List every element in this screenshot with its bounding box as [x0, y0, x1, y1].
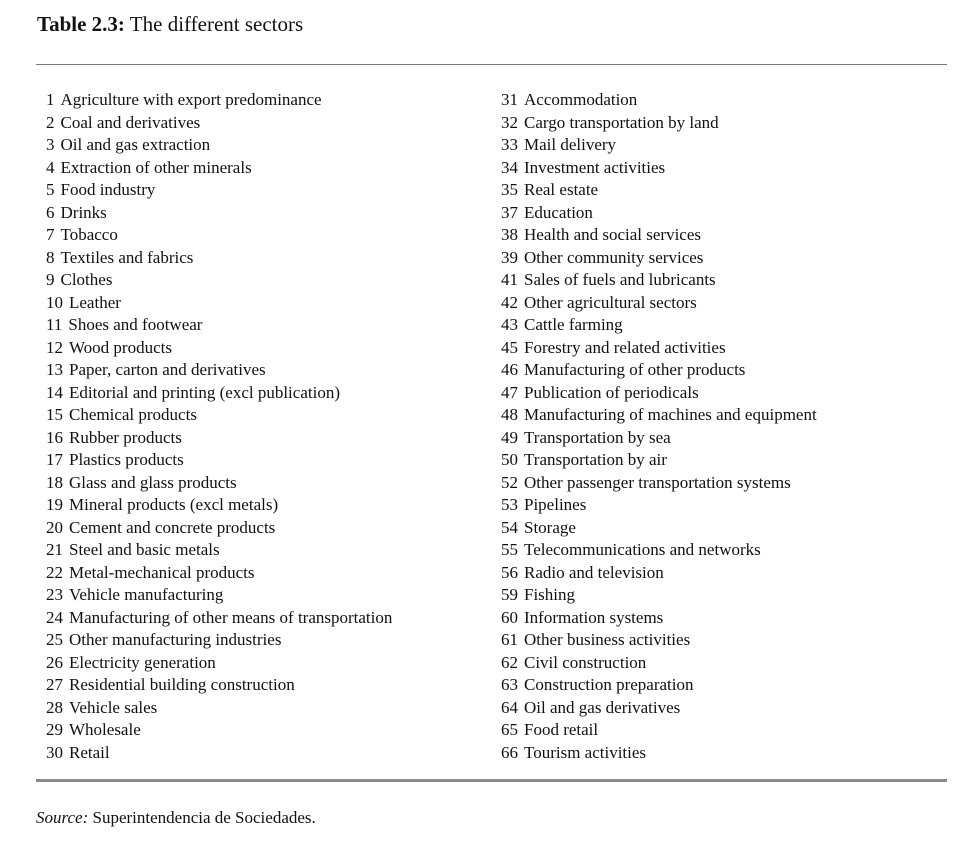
sector-number: 9: [46, 270, 55, 289]
sector-row: [501, 494, 817, 517]
sector-number: 38: [501, 225, 518, 244]
sector-name: Other passenger transportation systems: [524, 472, 791, 492]
sector-name: Publication of periodicals: [524, 382, 699, 402]
sector-row: [46, 359, 392, 382]
sector-name: Other agricultural sectors: [524, 292, 697, 312]
sector-name: Sales of fuels and lubricants: [524, 270, 716, 289]
sector-row: [501, 314, 817, 337]
sector-row: [501, 247, 817, 270]
sector-row: [501, 742, 817, 765]
sector-name: Leather: [69, 292, 121, 312]
sector-number: 48: [501, 405, 518, 424]
sector-number: 19: [46, 495, 63, 514]
sector-row: [501, 112, 817, 135]
sector-number: 53: [501, 495, 518, 514]
sector-row: [46, 382, 392, 405]
sector-row: [501, 584, 817, 607]
sector-number: 46: [501, 360, 518, 379]
sector-name: Tourism activities: [524, 742, 647, 762]
sector-name: Extraction of other minerals: [60, 157, 252, 177]
sector-name: Residential building construction: [69, 675, 295, 694]
sector-row: [501, 179, 817, 202]
sector-name: Coal and derivatives: [60, 112, 201, 132]
sector-number: 29: [46, 720, 63, 739]
sector-row: [46, 179, 392, 202]
top-rule: [36, 64, 947, 65]
bottom-rule: [36, 779, 947, 782]
sector-name: Vehicle sales: [69, 697, 158, 717]
sector-number: 45: [501, 337, 518, 357]
sector-name: Education: [524, 202, 593, 222]
sector-row: [46, 269, 392, 292]
sector-number: 41: [501, 270, 518, 289]
sector-row: [501, 719, 817, 742]
sector-name: Tobacco: [60, 225, 118, 244]
table-label: Table 2.3:: [37, 12, 125, 36]
sector-row: [46, 629, 392, 652]
sector-number: 65: [501, 720, 518, 739]
sector-name: Wood products: [69, 337, 172, 357]
sector-number: 56: [501, 562, 518, 582]
sector-row: [46, 472, 392, 495]
sector-row: [501, 517, 817, 540]
sector-name: Paper, carton and derivatives: [69, 360, 266, 379]
sector-row: [501, 607, 817, 630]
sector-number: 31: [501, 90, 518, 109]
sector-row: [46, 674, 392, 697]
sector-name: Vehicle manufacturing: [69, 585, 224, 604]
sector-row: [46, 449, 392, 472]
sector-row: [501, 539, 817, 562]
sector-number: 33: [501, 135, 518, 154]
sector-name: Agriculture with export predominance: [60, 90, 322, 109]
sector-name: Clothes: [60, 270, 113, 289]
sector-row: [46, 337, 392, 360]
sector-name: Mail delivery: [524, 135, 617, 154]
sector-number: 26: [46, 652, 63, 672]
sector-number: 17: [46, 450, 63, 469]
sector-row: [46, 562, 392, 585]
sector-name: Shoes and footwear: [68, 315, 203, 334]
sector-name: Real estate: [524, 180, 599, 199]
sector-name: Cattle farming: [524, 315, 623, 334]
sector-number: 47: [501, 382, 518, 402]
sector-number: 35: [501, 180, 518, 199]
sector-number: 12: [46, 337, 63, 357]
source-note: [36, 806, 316, 830]
sector-number: 8: [46, 247, 55, 267]
sector-name: Health and social services: [524, 225, 702, 244]
sector-number: 66: [501, 742, 518, 762]
sector-name: Other community services: [524, 247, 704, 267]
sector-row: [46, 742, 392, 765]
sector-name: Construction preparation: [524, 675, 694, 694]
sector-name: Drinks: [60, 202, 107, 222]
right-sector-column: [501, 89, 817, 764]
sector-number: 43: [501, 315, 518, 334]
source-text: Superintendencia de Sociedades.: [92, 808, 316, 827]
sector-row: [501, 652, 817, 675]
sector-row: [46, 719, 392, 742]
sector-row: [46, 607, 392, 630]
sector-number: 42: [501, 292, 518, 312]
sector-row: [46, 157, 392, 180]
sector-row: [46, 202, 392, 225]
sector-row: [46, 697, 392, 720]
sector-number: 63: [501, 675, 518, 694]
sector-row: [46, 134, 392, 157]
sector-name: Manufacturing of other means of transportation: [69, 607, 393, 627]
sector-name: Steel and basic metals: [69, 540, 220, 559]
sector-name: Retail: [69, 742, 110, 762]
sector-name: Wholesale: [69, 720, 141, 739]
sector-row: [501, 89, 817, 112]
sector-row: [46, 89, 392, 112]
sector-number: 27: [46, 675, 63, 694]
sector-number: 32: [501, 112, 518, 132]
sector-number: 3: [46, 135, 55, 154]
sector-number: 39: [501, 247, 518, 267]
sector-name: Radio and television: [524, 562, 664, 582]
sector-name: Metal-mechanical products: [69, 562, 255, 582]
sector-row: [501, 449, 817, 472]
sector-number: 30: [46, 742, 63, 762]
sector-name: Oil and gas extraction: [60, 135, 211, 154]
sector-number: 24: [46, 607, 63, 627]
sector-number: 25: [46, 630, 63, 649]
sector-row: [46, 224, 392, 247]
sector-number: 13: [46, 360, 63, 379]
sector-name: Electricity generation: [69, 652, 216, 672]
sector-name: Other business activities: [524, 630, 691, 649]
sector-number: 50: [501, 450, 518, 469]
sector-name: Telecommunications and networks: [524, 540, 761, 559]
sector-name: Mineral products (excl metals): [69, 495, 279, 514]
sector-number: 7: [46, 225, 55, 244]
sector-name: Rubber products: [69, 427, 182, 447]
sector-number: 15: [46, 405, 63, 424]
sector-row: [46, 584, 392, 607]
sector-number: 37: [501, 202, 518, 222]
sector-row: [46, 292, 392, 315]
sector-name: Plastics products: [69, 450, 184, 469]
table-title-text: The different sectors: [129, 12, 304, 36]
sector-number: 18: [46, 472, 63, 492]
sector-name: Manufacturing of machines and equipment: [524, 405, 817, 424]
sector-number: 64: [501, 697, 518, 717]
sector-row: [501, 157, 817, 180]
sector-row: [46, 652, 392, 675]
sector-name: Other manufacturing industries: [69, 630, 282, 649]
sector-number: 11: [46, 315, 63, 334]
sector-number: 4: [46, 157, 55, 177]
sector-number: 23: [46, 585, 63, 604]
sector-row: [501, 472, 817, 495]
sector-row: [501, 359, 817, 382]
sector-number: 21: [46, 540, 63, 559]
sector-row: [46, 247, 392, 270]
sector-number: 14: [46, 382, 63, 402]
sector-number: 49: [501, 427, 518, 447]
sector-name: Chemical products: [69, 405, 197, 424]
sector-number: 55: [501, 540, 518, 559]
sector-row: [501, 292, 817, 315]
sector-row: [46, 112, 392, 135]
sector-row: [501, 674, 817, 697]
sector-number: 52: [501, 472, 518, 492]
sector-name: Transportation by air: [524, 450, 667, 469]
sector-number: 28: [46, 697, 63, 717]
sector-row: [501, 404, 817, 427]
sector-name: Information systems: [524, 607, 664, 627]
sector-row: [501, 202, 817, 225]
sector-row: [501, 427, 817, 450]
sector-number: 62: [501, 652, 518, 672]
sector-name: Forestry and related activities: [524, 337, 726, 357]
table-title: [37, 10, 303, 38]
sector-row: [501, 382, 817, 405]
source-label: Source:: [36, 808, 89, 827]
sector-row: [501, 134, 817, 157]
sector-number: 34: [501, 157, 518, 177]
sector-number: 54: [501, 517, 518, 537]
sector-number: 10: [46, 292, 63, 312]
sector-name: Investment activities: [524, 157, 666, 177]
sector-number: 22: [46, 562, 63, 582]
sector-row: [46, 314, 392, 337]
sector-row: [501, 224, 817, 247]
sector-row: [501, 562, 817, 585]
sector-name: Pipelines: [524, 495, 587, 514]
sector-name: Editorial and printing (excl publication): [69, 382, 340, 402]
sector-row: [46, 404, 392, 427]
sector-row: [46, 539, 392, 562]
sector-number: 6: [46, 202, 55, 222]
sector-number: 1: [46, 90, 55, 109]
sector-name: Manufacturing of other products: [524, 360, 746, 379]
sector-row: [46, 517, 392, 540]
sector-name: Fishing: [524, 585, 576, 604]
sector-name: Food industry: [60, 180, 156, 199]
sector-row: [501, 629, 817, 652]
sector-name: Food retail: [524, 720, 599, 739]
sector-number: 20: [46, 517, 63, 537]
sector-name: Storage: [524, 517, 576, 537]
sector-number: 5: [46, 180, 55, 199]
sector-name: Glass and glass products: [69, 472, 237, 492]
sector-row: [46, 494, 392, 517]
sector-row: [46, 427, 392, 450]
sector-name: Civil construction: [524, 652, 647, 672]
sector-name: Cargo transportation by land: [524, 112, 719, 132]
sector-name: Transportation by sea: [524, 427, 671, 447]
sector-row: [501, 337, 817, 360]
left-sector-column: [46, 89, 392, 764]
sector-row: [501, 269, 817, 292]
sector-number: 61: [501, 630, 518, 649]
sector-name: Cement and concrete products: [69, 517, 276, 537]
sector-row: [501, 697, 817, 720]
sector-number: 16: [46, 427, 63, 447]
sector-name: Oil and gas derivatives: [524, 697, 681, 717]
sector-number: 60: [501, 607, 518, 627]
sector-name: Textiles and fabrics: [60, 247, 194, 267]
sector-number: 2: [46, 112, 55, 132]
sector-number: 59: [501, 585, 518, 604]
sector-name: Accommodation: [524, 90, 638, 109]
